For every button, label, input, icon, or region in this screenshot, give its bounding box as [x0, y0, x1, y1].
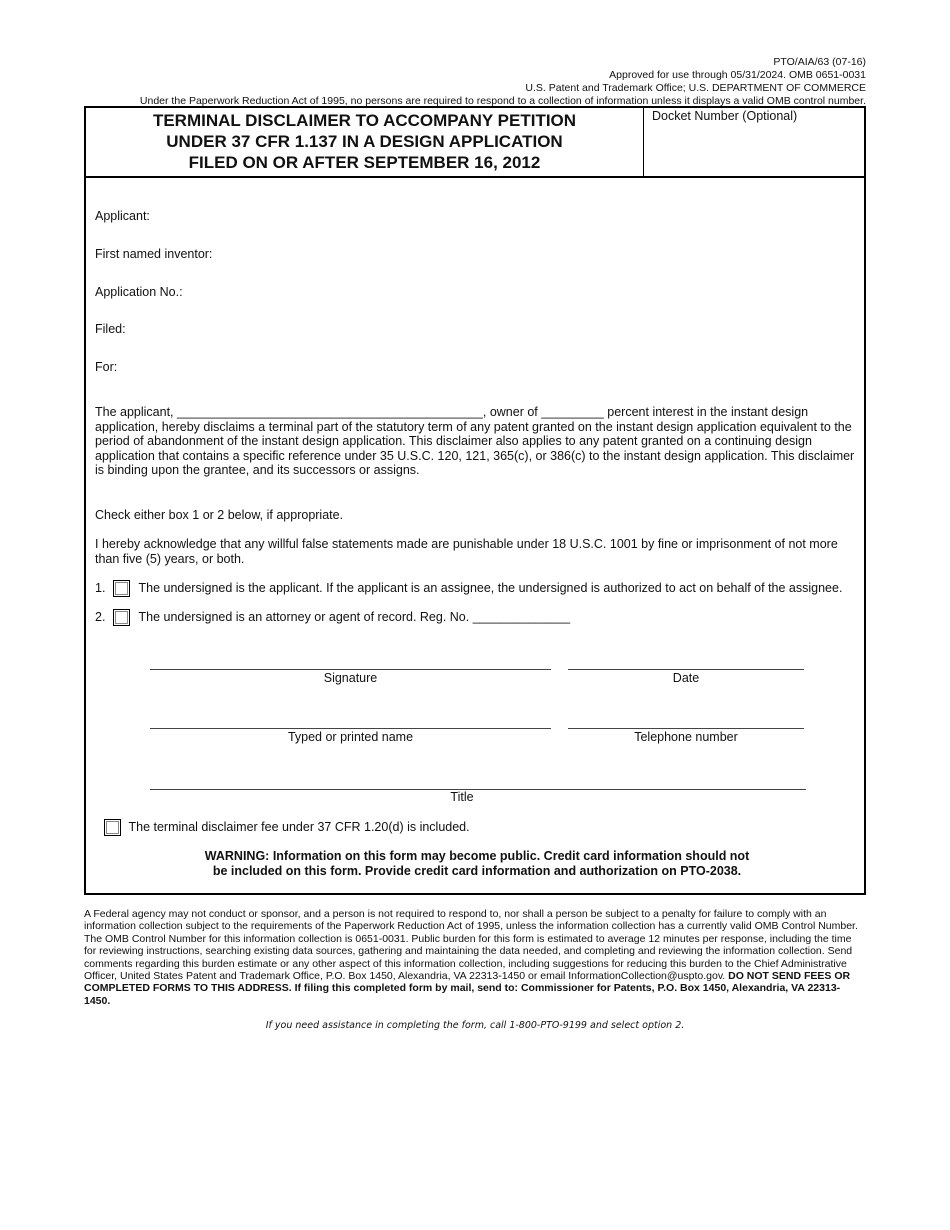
first-inventor-field[interactable]: First named inventor:	[95, 247, 213, 261]
option-number: 2.	[95, 609, 106, 624]
fee-option	[104, 819, 470, 836]
title-line-1: TERMINAL DISCLAIMER TO ACCOMPANY PETITION	[152, 111, 577, 130]
assistance-note: If you need assistance in completing the form, call 1-800-PTO-9199 and select option 2.	[265, 1020, 685, 1031]
acknowledgement-text: I hereby acknowledge that any willful false statements made are punishable under 18 U.S.C. 1001 by fine or imprisonment of not more than five (5) years, or both.	[95, 537, 838, 566]
option-label: The undersigned is an attorney or agent of record. Reg. No. ______________	[138, 609, 571, 624]
option-attorney	[95, 609, 570, 626]
date-line[interactable]	[568, 669, 804, 670]
applicant-field[interactable]: Applicant:	[95, 209, 150, 223]
burden-text: A Federal agency may not conduct or sponsor, and a person is not required to respond to, nor shall a person be subject to a penalty for failure to comply with an information collection subject to the requirements of the Paperwork Reduction Act of 1995, unless the information collection has a currently valid OMB Control Number. The OMB Control Number for this information collection is 0651-0031. Public burden for this form is estimated to average 12 minutes per response, including the time for reviewing instructions, searching existing data sources, gathering and maintaining the data needed, and completing and reviewing the information collection. Send comments regarding this burden estimate or any other aspect of this information collection, including suggestions for reducing this burden to the Chief Administrative Officer, United States Patent and Trademark Office, P.O. Box 1450, Alexandria, VA 22313-1450 or email InformationCollection@uspto.gov.	[84, 908, 858, 983]
form-id: PTO/AIA/63 (07-16)	[773, 56, 866, 68]
option-number: 1.	[95, 580, 106, 595]
title-line-3: FILED ON OR AFTER SEPTEMBER 16, 2012	[188, 153, 541, 172]
telephone-label: Telephone number	[634, 730, 738, 744]
attorney-checkbox[interactable]	[113, 609, 130, 626]
form-title	[86, 108, 644, 178]
warning-line-1: WARNING: Information on this form may become public. Credit card information should not	[204, 849, 750, 863]
title-label: Title	[450, 790, 474, 804]
docket-number-field[interactable]	[644, 108, 864, 178]
form-box	[84, 106, 866, 895]
filed-field[interactable]: Filed:	[95, 322, 126, 336]
fee-checkbox[interactable]	[104, 819, 121, 836]
burden-statement	[84, 908, 866, 1007]
agency-name: U.S. Patent and Trademark Office; U.S. DEPARTMENT OF COMMERCE	[525, 82, 866, 94]
telephone-line[interactable]	[568, 728, 804, 729]
application-number-field[interactable]: Application No.:	[95, 285, 183, 299]
option-applicant	[95, 580, 842, 597]
docket-number-label: Docket Number (Optional)	[652, 109, 798, 123]
disclaimer-statement: The applicant, ____________________________________________, owner of _________ percent interest in the instant design application, hereby disclaims a terminal part of the statutory term of any patent granted on the instant design application equivalent to the period of abandonment of the instant design application. This disclaimer also applies to any patent granted on a continuing design application that contains a specific reference under 35 U.S.C. 120, 121, 365(c), or 386(c) to the instant design application. This disclaimer is binding upon the grantee, and its successors or assigns.	[95, 405, 855, 478]
date-label: Date	[672, 671, 700, 685]
paperwork-notice: Under the Paperwork Reduction Act of 1995, no persons are required to respond to a collection of information unless it displays a valid OMB control number.	[139, 95, 866, 107]
signature-line[interactable]	[150, 669, 551, 670]
printed-name-line[interactable]	[150, 728, 551, 729]
omb-approval: Approved for use through 05/31/2024. OMB 0651-0031	[609, 69, 866, 81]
option-label: The undersigned is the applicant. If the applicant is an assignee, the undersigned is authorized to act on behalf of the assignee.	[138, 580, 843, 595]
printed-name-label: Typed or printed name	[287, 730, 414, 744]
signature-label: Signature	[323, 671, 378, 685]
for-field[interactable]: For:	[95, 360, 118, 374]
title-line-2: UNDER 37 CFR 1.137 IN A DESIGN APPLICATION	[166, 132, 563, 151]
check-instruction: Check either box 1 or 2 below, if appropriate.	[95, 508, 344, 522]
warning-line-2: be included on this form. Provide credit card information and authorization on PTO-2038.	[212, 864, 742, 878]
fee-label: The terminal disclaimer fee under 37 CFR 1.20(d) is included.	[128, 819, 470, 834]
applicant-checkbox[interactable]	[113, 580, 130, 597]
mailing-instruction: DO NOT SEND FEES OR COMPLETED FORMS TO THIS ADDRESS. If filing this completed form by mail, send to: Commissioner for Patents, P.O. Box 1450, Alexandria, VA 22313-1450.	[84, 970, 851, 1007]
